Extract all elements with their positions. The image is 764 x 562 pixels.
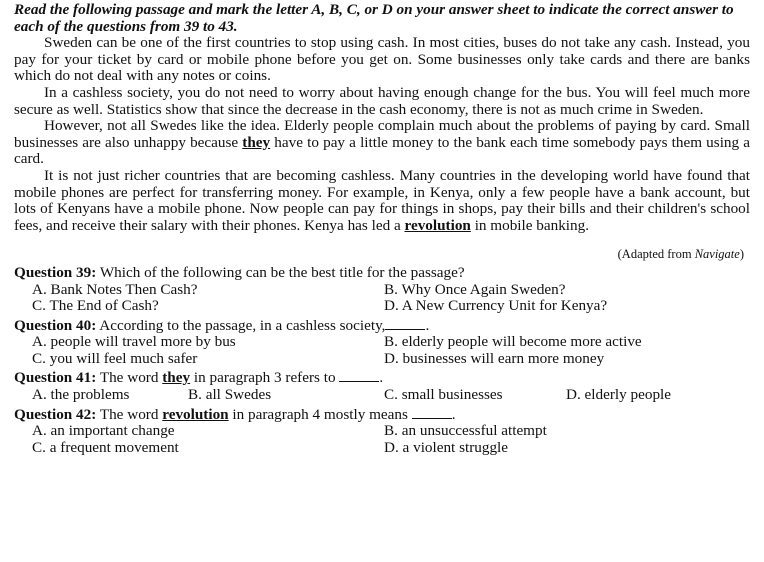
question-41 xyxy=(14,370,750,403)
option-b[interactable]: B. elderly people will become more active xyxy=(384,333,642,351)
underlined-word-they: they xyxy=(242,133,271,151)
question-stem: According to the passage, in a cashless society, xyxy=(99,316,386,334)
paragraph-4 xyxy=(14,168,750,234)
option-a[interactable]: A. people will travel more by bus xyxy=(32,333,236,351)
question-label: Question 41: xyxy=(14,369,97,387)
source-citation xyxy=(14,246,750,263)
options-grid xyxy=(14,334,750,367)
option-d[interactable]: D. elderly people xyxy=(566,386,672,404)
paragraph-4-text-before: It is not just richer countries that are becoming cashless. Many countries in the developing world have found that mobile phones are perfect for transferring money. For example, in Kenya, only a few people have a bank account, but lots of Kenyans have a mobile phone. Now people can pay for things in shops, pay their bills and their children's school fees, and receive their salary with their phones. Kenya has led a xyxy=(14,166,750,234)
option-b[interactable]: B. all Swedes xyxy=(188,386,272,404)
document-page xyxy=(14,0,750,456)
period: . xyxy=(379,369,384,387)
question-stem-before: The word xyxy=(99,405,163,423)
option-d[interactable]: D. A New Currency Unit for Kenya? xyxy=(384,297,608,315)
paragraph-3 xyxy=(14,118,750,168)
answer-blank xyxy=(385,319,425,330)
paragraph-1: Sweden can be one of the first countries to stop using cash. In most cities, buses do not take any cash. Instead, you pay for your ticket by card or mobile phone before you get on. Some businesses only take cards and there are banks which do not deal with any notes or coins. xyxy=(14,34,750,85)
question-stem-after: in paragraph 4 mostly means xyxy=(228,405,408,423)
options-grid xyxy=(14,423,750,456)
question-label: Question 42: xyxy=(14,405,97,423)
paragraph-3-text-after: have to pay a little money to the bank each time somebody pays them using a card. xyxy=(14,133,750,168)
option-b[interactable]: B. an unsuccessful attempt xyxy=(384,422,547,440)
answer-blank xyxy=(412,408,452,419)
option-c[interactable]: C. The End of Cash? xyxy=(32,297,159,315)
option-c[interactable]: C. you will feel much safer xyxy=(32,349,198,367)
option-a[interactable]: A. Bank Notes Then Cash? xyxy=(32,280,198,298)
period: . xyxy=(451,405,456,423)
underlined-word-they: they xyxy=(162,369,191,387)
option-b[interactable]: B. Why Once Again Sweden? xyxy=(384,280,566,298)
question-stem: Which of the following can be the best title for the passage? xyxy=(99,263,465,281)
options-grid xyxy=(14,282,750,315)
underlined-word-revolution: revolution xyxy=(404,216,471,234)
paragraph-3-text-before: However, not all Swedes like the idea. Elderly people complain much about the problems of paying by card. Small businesses are also unhappy because xyxy=(14,117,750,151)
question-label: Question 39: xyxy=(14,263,97,281)
question-stem-after: in paragraph 3 refers to xyxy=(190,369,336,387)
source-title: Navigate xyxy=(694,247,740,262)
question-40 xyxy=(14,318,750,368)
instructions: Read the following passage and mark the letter A, B, C, or D on your answer sheet to indicate the correct answer to each of the questions from 39 to 43. xyxy=(14,1,734,35)
options-grid xyxy=(14,387,750,404)
source-suffix: ) xyxy=(739,247,744,262)
question-39 xyxy=(14,265,750,315)
paragraph-2: In a cashless society, you do not need to worry about having enough change for the bus. You will feel much more secure as well. Statistics show that since the decrease in the cash economy, there is not as much crime in Sweden. xyxy=(14,83,750,118)
paragraph-4-text-after: in mobile banking. xyxy=(470,216,590,234)
option-a[interactable]: A. the problems xyxy=(32,386,130,404)
question-label: Question 40: xyxy=(14,316,97,334)
option-a[interactable]: A. an important change xyxy=(32,422,175,440)
option-c[interactable]: C. a frequent movement xyxy=(32,438,179,456)
option-d[interactable]: D. businesses will earn more money xyxy=(384,349,605,367)
source-prefix: (Adapted from xyxy=(617,247,695,262)
underlined-word-revolution: revolution xyxy=(162,405,229,423)
question-42 xyxy=(14,407,750,457)
period: . xyxy=(425,316,430,334)
option-c[interactable]: C. small businesses xyxy=(384,386,503,404)
option-d[interactable]: D. a violent struggle xyxy=(384,438,509,456)
answer-blank xyxy=(339,371,379,382)
question-stem-before: The word xyxy=(99,369,163,387)
